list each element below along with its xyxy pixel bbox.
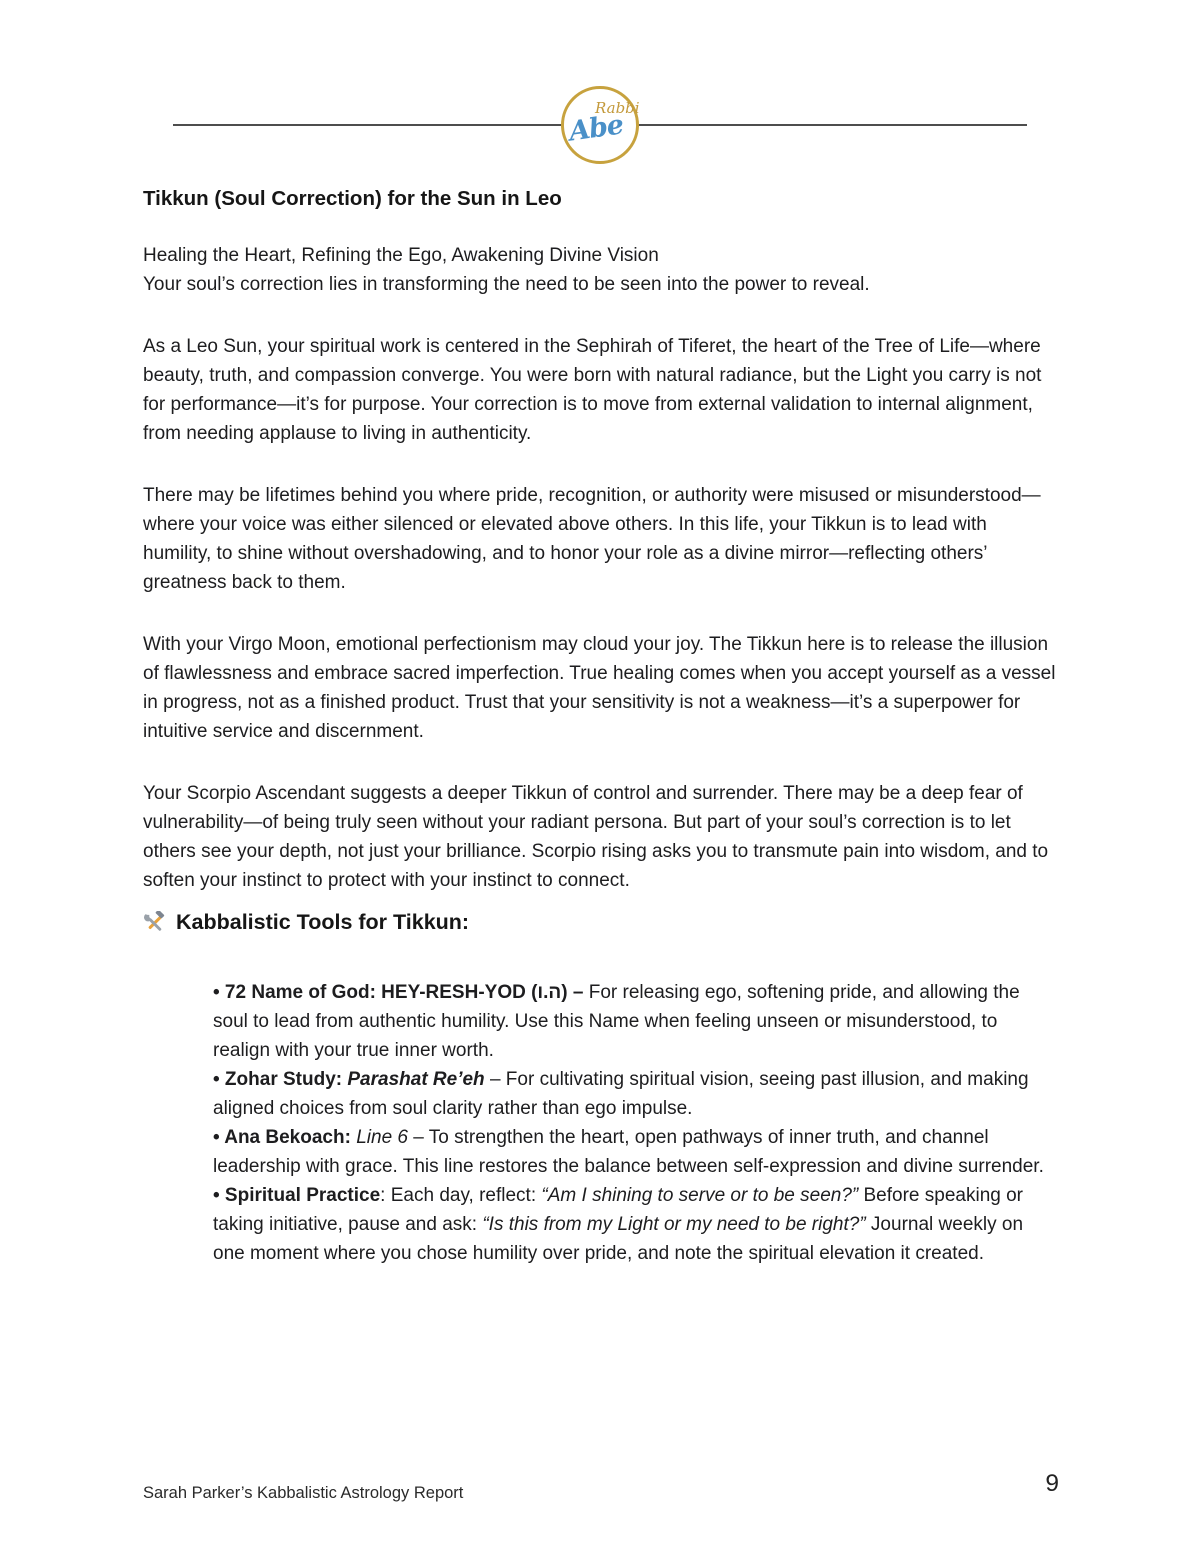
footer-report-title: Sarah Parker’s Kabbalistic Astrology Report	[143, 1484, 464, 1502]
document-body	[143, 184, 1059, 1268]
tools-heading-label: Kabbalistic Tools for Tikkun:	[176, 910, 470, 934]
bullet-segment: – For cultivating spiritual vision, seeing past illusion, and making aligned choices from soul clarity rather than ego impulse.	[213, 1069, 1029, 1119]
paragraph: As a Leo Sun, your spiritual work is centered in the Sephirah of Tiferet, the heart of the Tree of Life—where beauty, truth, and compassion converge. You were born with natural radiance, but the Light you carry is not for performance—it’s for purpose. Your correction is to move from external validation to internal alignment, from needing applause to living in authenticity.	[143, 336, 1042, 444]
tools-bullet-list	[143, 978, 1059, 1268]
page-title: Tikkun (Soul Correction) for the Sun in Leo	[143, 187, 562, 210]
paragraph: Your Scorpio Ascendant suggests a deeper Tikkun of control and surrender. There may be a deep fear of vulnerability—of being truly seen without your radiant persona. But part of your soul’s correction is to let others see your depth, not just your brilliance. Scorpio rising asks you to transmute pain into wisdom, and to soften your instinct to protect with your instinct to connect.	[143, 783, 1049, 891]
bullet-segment: • Spiritual Practice	[213, 1185, 381, 1206]
rabbi-abe-logo	[561, 86, 639, 164]
bullet-segment: “Is this from my Light or my need to be right?”	[482, 1214, 866, 1235]
bullet-segment: Before speaking or taking initiative, pause and ask:	[213, 1185, 1023, 1235]
hammer-wrench-icon	[143, 911, 167, 935]
bullet-segment: Parashat Re’eh	[347, 1069, 485, 1090]
intro-line-2: Your soul’s correction lies in transforming the need to be seen into the power to reveal.	[143, 274, 870, 295]
intro-line-1: Healing the Heart, Refining the Ego, Awakening Divine Vision	[143, 245, 659, 266]
tools-section-heading	[143, 908, 1059, 937]
bullet-segment: For releasing ego, softening pride, and allowing the soul to lead from authentic humility. Use this Name when feeling unseen or misunderstood, to realign with your true inner worth.	[213, 982, 1020, 1061]
bullet-segment: • 72 Name of God: HEY-RESH-YOD (ה.ו) –	[213, 982, 589, 1003]
bullet-segment: – To strengthen the heart, open pathways of inner truth, and channel leadership with grace. This line restores the balance between self-expression and divine surrender.	[213, 1127, 1044, 1177]
bullet-segment: • Zohar Study:	[213, 1069, 348, 1090]
list-item	[143, 978, 1059, 1065]
list-item	[143, 1065, 1059, 1123]
bullet-segment: : Each day, reflect:	[380, 1185, 542, 1206]
logo-abe-text: Abe	[567, 109, 625, 148]
paragraph: With your Virgo Moon, emotional perfectionism may cloud your joy. The Tikkun here is to release the illusion of flawlessness and embrace sacred imperfection. True healing comes when you accept yourself as a vessel in progress, not as a finished product. Trust that your sensitivity is not a weakness—it’s a superpower for intuitive service and discernment.	[143, 634, 1056, 742]
list-item	[143, 1181, 1059, 1268]
paragraph: There may be lifetimes behind you where pride, recognition, or authority were misused or misunderstood—where your voice was either silenced or elevated above others. In this life, your Tikkun is to lead with humility, to shine without overshadowing, and to honor your role as a divine mirror—reflecting others’ greatness back to them.	[143, 485, 1041, 593]
logo-rabbi-text: Rabbi	[595, 99, 640, 117]
list-item	[143, 1123, 1059, 1181]
bullet-segment: • Ana Bekoach:	[213, 1127, 357, 1148]
intro-block	[143, 241, 1059, 299]
bullet-segment: Line 6	[356, 1127, 408, 1148]
footer-page-number: 9	[1045, 1470, 1059, 1497]
bullet-segment: Journal weekly on one moment where you chose humility over pride, and note the spiritual elevation it created.	[213, 1214, 1024, 1264]
bullet-segment: “Am I shining to serve or to be seen?”	[541, 1185, 859, 1206]
